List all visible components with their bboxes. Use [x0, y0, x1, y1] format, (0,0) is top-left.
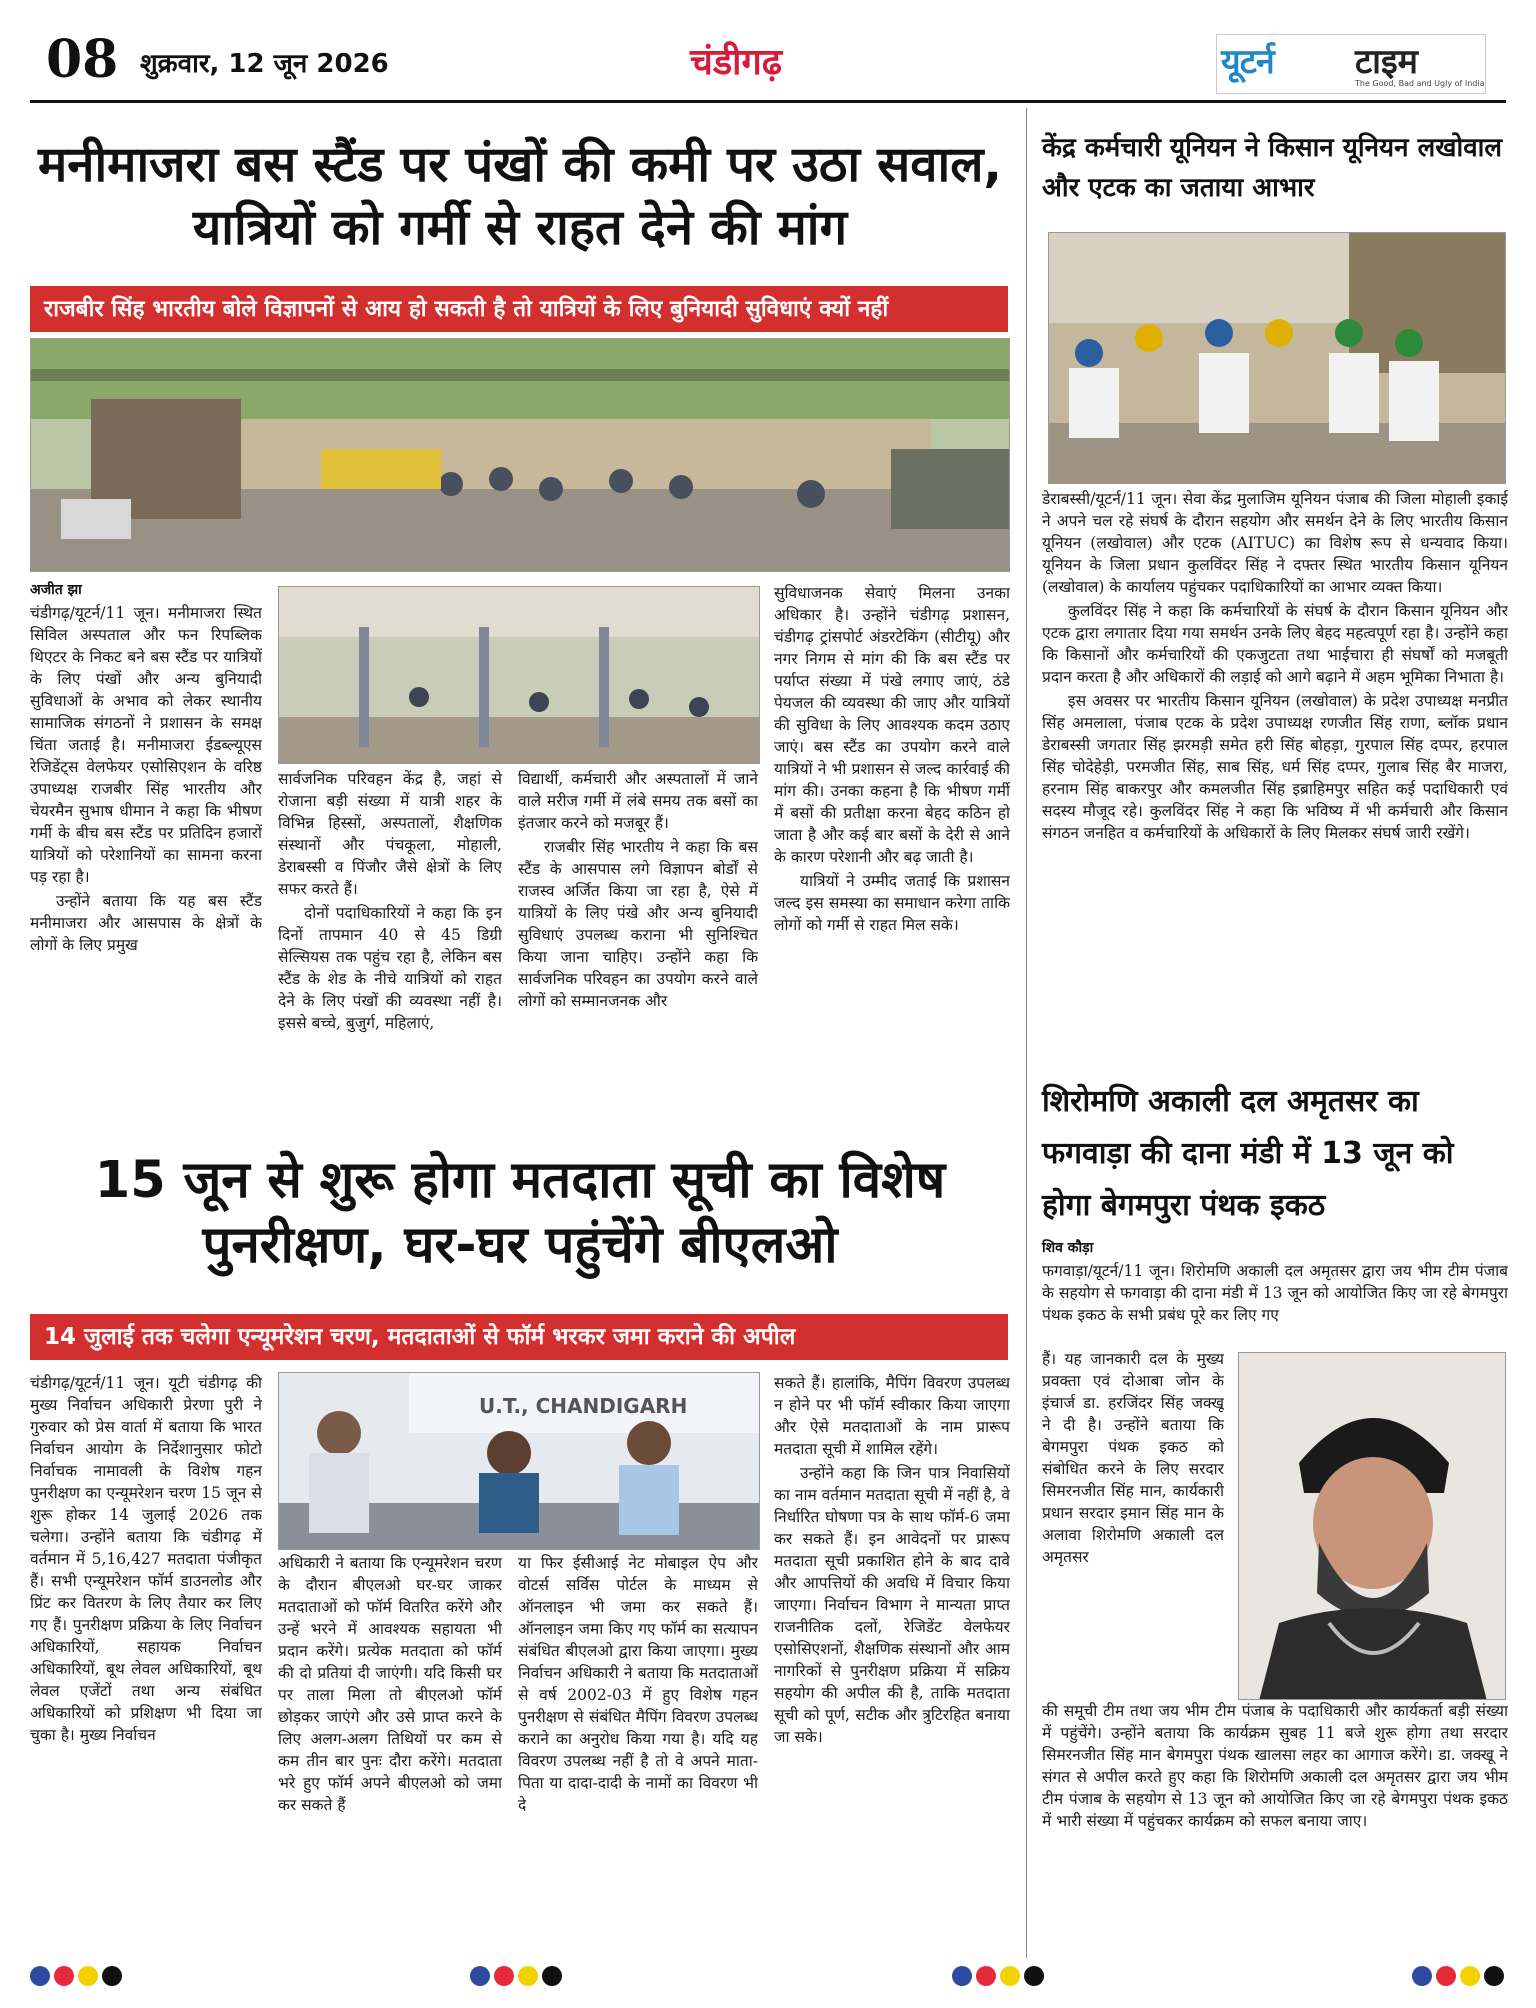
- paragraph: चंडीगढ़/यूटर्न/11 जून। मनीमाजरा स्थित सिविल अस्पताल और फन रिपब्लिक थिएटर के निकट बने बस स्टैंड पर यात्रियों के लिए पंखों और अन्य बुनियादी सुविधाओं के अभाव को लेकर स्थानीय सामाजिक संगठनों ने प्रशासन के समक्ष चिंता जताई है। मनीमाजरा ईडब्ल्यूएस रेजिडेंट्स वेलफेयर एसोसिएशन के वरिष्ठ उपाध्यक्ष राजबीर सिंह भारतीय और चेयरमैन सुभाष धीमान ने कहा कि भीषण गर्मी के बीच बस स्टैंड पर प्रतिदिन हजारों यात्रियों को परेशानियों का सामना करना पड़ रहा है।: [30, 604, 262, 886]
- story1-column-2: [278, 768, 502, 1130]
- issue-date: शुक्रवार, 12 जून 2026: [140, 49, 389, 79]
- registration-marks-right: [1412, 1966, 1508, 1990]
- paragraph: उन्होंने कहा कि जिन पात्र निवासियों का नाम वर्तमान मतदाता सूची में नहीं है, वे निर्धारित घोषणा पत्र के साथ फॉर्म-6 जमा कर सकते हैं। इन आवेदनों पर प्रारूप मतदाता सूची प्रकाशित होने के बाद दावे और आपत्तियों की अवधि में विचार किया जाएगा। निर्वाचन विभाग ने मान्यता प्राप्त राजनीतिक दलों, रेजिडेंट वेलफेयर एसोसिएशनों, शैक्षणिक संस्थानों और आम नागरिकों से पुनरीक्षण प्रक्रिया में सक्रिय सहयोग की अपील की है, ताकि मतदाता सूची को पूर्ण, सटीक और त्रुटिरहित बनाया जा सके।: [774, 1464, 1010, 1746]
- registration-marks-center: [470, 1966, 566, 1990]
- portrait-photo: [1238, 1352, 1506, 1700]
- story4-byline: शिव कौड़ा: [1042, 1240, 1094, 1256]
- paragraph: फगवाड़ा/यूटर्न/11 जून। शिरोमणि अकाली दल अमृतसर द्वारा जय भीम टीम पंजाब के सहयोग से फगवाड़ा की दाना मंडी में 13 जून को आयोजित किए जा रहे बेगमपुरा पंथक इकठ के सभी प्रबंध पूरे कर लिए गए: [1042, 1262, 1508, 1324]
- story3-headline: केंद्र कर्मचारी यूनियन ने किसान यूनियन लखोवाल और एटक का जताया आभार: [1042, 133, 1503, 203]
- story3-body: [1042, 488, 1508, 1058]
- paragraph: अधिकारी ने बताया कि एन्यूमरेशन चरण के दौरान बीएलओ घर-घर जाकर मतदाताओं को फॉर्म वितरित करेंगे और उन्हें भरने में आवश्यक सहायता भी प्रदान करेंगे। प्रत्येक मतदाता को फॉर्म की दो प्रतियां दी जाएंगी। यदि किसी घर पर ताला मिला तो बीएलओ फॉर्म छोड़कर जाएंगे और उसे प्राप्त करने के लिए अलग-अलग तिथियों पर कम से कम तीन बार पुनः दौरा करेंगे। मतदाता भरे हुए फॉर्म अपने बीएलओ को जमा कर सकते हैं: [278, 1554, 502, 1814]
- story2-headline: 15 जून से शुरू होगा मतदाता सूची का विशेष पुनरीक्षण, घर-घर पहुंचेंगे बीएलओ: [94, 1151, 946, 1276]
- paragraph: विद्यार्थी, कर्मचारी और अस्पतालों में जाने वाले मरीज गर्मी में लंबे समय तक बसों का इंतजार करने को मजबूर हैं।: [518, 770, 758, 832]
- union-meeting-photo: [1048, 232, 1506, 484]
- story2-column-1: [30, 1372, 262, 1902]
- bus-shelter-photo: [278, 586, 760, 764]
- registration-marks-left: [30, 1966, 126, 1990]
- page-number: 08: [46, 29, 119, 90]
- story1-column-4: [774, 582, 1010, 1130]
- story2-column-4: [774, 1372, 1010, 1902]
- story4-side-column: [1042, 1348, 1224, 1698]
- section-city: चंडीगढ़: [690, 42, 782, 83]
- paragraph: यात्रियों ने उम्मीद जताई कि प्रशासन जल्द इस समस्या का समाधान करेगा ताकि लोगों को गर्मी से राहत मिल सके।: [774, 872, 1010, 934]
- masthead-logo: [1216, 34, 1486, 94]
- paragraph: हैं। यह जानकारी दल के मुख्य प्रवक्ता एवं दोआबा जोन के इंचार्ज डा. हरजिंदर सिंह जक्खू ने दी है। उन्होंने बताया कि बेगमपुरा पंथक इकठ को संबोधित करने के लिए सरदार सिमरनजीत सिंह मान, कार्यकारी प्रधान सरदार इमान सिंह मान के अलावा शिरोमणि अकाली दल अमृतसर: [1042, 1350, 1224, 1566]
- story2-column-3: [518, 1552, 758, 1902]
- paragraph: डेराबस्सी/यूटर्न/11 जून। सेवा केंद्र मुलाजिम यूनियन पंजाब की जिला मोहाली इकाई ने अपने चल रहे संघर्ष के दौरान सहयोग और समर्थन देने के लिए भारतीय किसान यूनियन (लखोवाल) और एटक (AITUC) का विशेष रूप से धन्यवाद किया। यूनियन के जिला प्रधान कुलविंदर सिंह ने दफ्तर स्थित भारतीय किसान यूनियन (लखोवाल) के कार्यालय पहुंचकर पदाधिकारियों का आभार व्यक्त किया।: [1042, 490, 1508, 596]
- logo-word-b: टाइम: [1355, 42, 1418, 82]
- paragraph: राजबीर सिंह भारतीय ने कहा कि बस स्टैंड के आसपास लगे विज्ञापन बोर्डों से राजस्व अर्जित किया जा रहा है, ऐसे में यात्रियों के लिए पंखे और अन्य बुनियादी सुविधाएं उपलब्ध कराना भी सुनिश्चित किया जाना चाहिए। उन्होंने कहा कि सार्वजनिक परिवहन का उपयोग करने वाले लोगों को सम्मानजनक और: [518, 838, 758, 1010]
- paragraph: सुविधाजनक सेवाएं मिलना उनका अधिकार है। उन्होंने चंडीगढ़ प्रशासन, चंडीगढ़ ट्रांसपोर्ट अंडरटेकिंग (सीटीयू) और नगर निगम से मांग की कि बस स्टैंड पर पर्याप्त संख्या में पंखे लगाए जाएं, ठंडे पेयजल की व्यवस्था की जाए और यात्रियों की सुविधा के लिए आवश्यक कदम उठाए जाएं। बस स्टैंड का उपयोग करने वाले यात्रियों ने भी प्रशासन से जल्द कार्रवाई की मांग की। उनका कहना है कि भीषण गर्मी में बसों की प्रतीक्षा करना बेहद कठिन हो जाता है और कई बार बसों के देरी से आने के कारण परेशानी और बढ़ जाती है।: [774, 584, 1010, 866]
- story2-subhead: 14 जुलाई तक चलेगा एन्यूमरेशन चरण, मतदाताओं से फॉर्म भरकर जमा कराने की अपील: [30, 1314, 1008, 1360]
- logo-word-a: यूटर्न: [1221, 42, 1274, 82]
- column-divider: [1026, 108, 1027, 1958]
- paragraph: सार्वजनिक परिवहन केंद्र है, जहां से रोजाना बड़ी संख्या में यात्री शहर के विभिन्न हिस्सों, अस्पतालों, शैक्षणिक संस्थानों और पंचकूला, मोहाली, डेराबस्सी व पिंजौर जैसे क्षेत्रों के लिए सफर करते हैं।: [278, 770, 502, 898]
- story1-headline: मनीमाजरा बस स्टैंड पर पंखों की कमी पर उठा सवाल, यात्रियों को गर्मी से राहत देने की मांग: [37, 136, 1003, 256]
- paragraph: इस अवसर पर भारतीय किसान यूनियन (लखोवाल) के प्रदेश उपाध्यक्ष मनप्रीत सिंह अमलाला, पंजाब एटक के प्रदेश उपाध्यक्ष रणजीत सिंह राणा, ब्लॉक प्रधान डेराबस्सी जगतार सिंह झरमड़ी समेत हरी सिंह बोहड़ा, गुरपाल सिंह दप्पर, हरपाल सिंह चोदेहेड़ी, परमजीत सिंह, साब सिंह, धर्म सिंह दप्पर, गुलाब सिंह बैर माजरा, हरनाम सिंह बाकरपुर और कमलजीत सिंह इब्राहिमपुर सहित कई पदाधिकारी एवं सदस्य मौजूद रहे। कुलविंदर सिंह ने कहा कि भविष्य में भी कर्मचारी और किसान संगठन जनहित व कर्मचारियों के अधिकारों के लिए मिलकर संघर्ष जारी रखेंगे।: [1042, 692, 1508, 842]
- press-conference-photo: [278, 1372, 760, 1550]
- story4-headline: शिरोमणि अकाली दल अमृतसर का फगवाड़ा की दाना मंडी में 13 जून को होगा बेगमपुरा पंथक इकठ: [1042, 1084, 1454, 1223]
- bus-stand-photo: [30, 338, 1010, 572]
- paragraph: दोनों पदाधिकारियों ने कहा कि इन दिनों तापमान 40 से 45 डिग्री सेल्सियस तक पहुंच रहा है, लेकिन बस स्टैंड के शेड के नीचे यात्रियों को राहत देने के लिए पंखों की व्यवस्था नहीं है। इससे बच्चे, बुजुर्ग, महिलाएं,: [278, 904, 502, 1032]
- story2-column-2: [278, 1552, 502, 1902]
- registration-marks-right-mid: [952, 1966, 1048, 1990]
- logo-tagline: The Good, Bad and Ugly of India: [1355, 79, 1485, 88]
- paragraph: कुलविंदर सिंह ने कहा कि कर्मचारियों के संघर्ष के दौरान किसान यूनियन और एटक द्वारा लगातार दिया गया समर्थन उनके लिए बेहद महत्वपूर्ण रहा है। उन्होंने कहा कि किसानों और कर्मचारियों की एकजुटता तथा भाईचारा ही संघर्षों को मजबूती प्रदान करता है और अधिकारों की लड़ाई को आगे बढ़ाने में अहम भूमिका निभाता है।: [1042, 602, 1508, 686]
- story4-lead: [1042, 1260, 1508, 1348]
- story1-column-3: [518, 768, 758, 1130]
- backdrop-sign: U.T., CHANDIGARH: [479, 1394, 688, 1418]
- story1-subhead: राजबीर सिंह भारतीय बोले विज्ञापनों से आय हो सकती है तो यात्रियों के लिए बुनियादी सुविधाएं क्यों नहीं: [30, 286, 1008, 332]
- paragraph: चंडीगढ़/यूटर्न/11 जून। यूटी चंडीगढ़ की मुख्य निर्वाचन अधिकारी प्रेरणा पुरी ने गुरुवार को प्रेस वार्ता में बताया कि भारत निर्वाचन आयोग के निर्देशानुसार फोटो निर्वाचक नामावली के विशेष गहन पुनरीक्षण का एन्यूमरेशन चरण 15 जून से शुरू होकर 14 जुलाई 2026 तक चलेगा। उन्होंने बताया कि चंडीगढ़ में वर्तमान में 5,16,427 मतदाता पंजीकृत हैं। सभी एन्यूमरेशन फॉर्म डाउनलोड और प्रिंट कर वितरण के लिए तैयार कर लिए गए हैं। पुनरीक्षण प्रक्रिया के लिए निर्वाचन अधिकारियों, सहायक निर्वाचन अधिकारियों, बूथ लेवल अधिकारियों, बूथ लेवल एजेंटों तथा अन्य संबंधित अधिकारियों को प्रशिक्षण भी दिया जा चुका है। मुख्य निर्वाचन: [30, 1374, 262, 1744]
- story1-byline: अजीत झा: [30, 582, 82, 598]
- story4-tail: [1042, 1700, 1508, 1912]
- paragraph: की समूची टीम तथा जय भीम टीम पंजाब के पदाधिकारी और कार्यकर्ता बड़ी संख्या में पहुंचेंगे। उन्होंने बताया कि कार्यक्रम सुबह 11 बजे शुरू होगा तथा सरदार सिमरनजीत सिंह मान बेगमपुरा पंथक खालसा लहर का आगाज करेंगे। डा. जक्खू ने संगत से अपील करते हुए कहा कि शिरोमणि अकाली दल अमृतसर द्वारा जय भीम टीम पंजाब के सहयोग से 13 जून को आयोजित किए जा रहे बेगमपुरा पंथक इकठ में भारी संख्या में पहुंचकर कार्यक्रम को सफल बनाया जाए।: [1042, 1702, 1508, 1830]
- paragraph: या फिर ईसीआई नेट मोबाइल ऐप और वोटर्स सर्विस पोर्टल के माध्यम से ऑनलाइन भी जमा कर सकते हैं। ऑनलाइन जमा किए गए फॉर्म का सत्यापन संबंधित बीएलओ द्वारा किया जाएगा। मुख्य निर्वाचन अधिकारी ने बताया कि मतदाताओं से वर्ष 2002-03 में हुए विशेष गहन पुनरीक्षण से संबंधित मैपिंग विवरण उपलब्ध कराने का अनुरोध किया गया है। यदि यह विवरण उपलब्ध नहीं है तो वे अपने माता-पिता या दादा-दादी के नामों का विवरण भी दे: [518, 1554, 758, 1814]
- paragraph: सकते हैं। हालांकि, मैपिंग विवरण उपलब्ध न होने पर भी फॉर्म स्वीकार किया जाएगा और ऐसे मतदाताओं के नाम प्रारूप मतदाता सूची में शामिल रहेंगे।: [774, 1374, 1010, 1458]
- paragraph: उन्होंने बताया कि यह बस स्टैंड मनीमाजरा और आसपास के क्षेत्रों के लोगों के लिए प्रमुख: [30, 892, 262, 954]
- story1-column-1: [30, 602, 262, 1130]
- header-rule: [30, 100, 1506, 103]
